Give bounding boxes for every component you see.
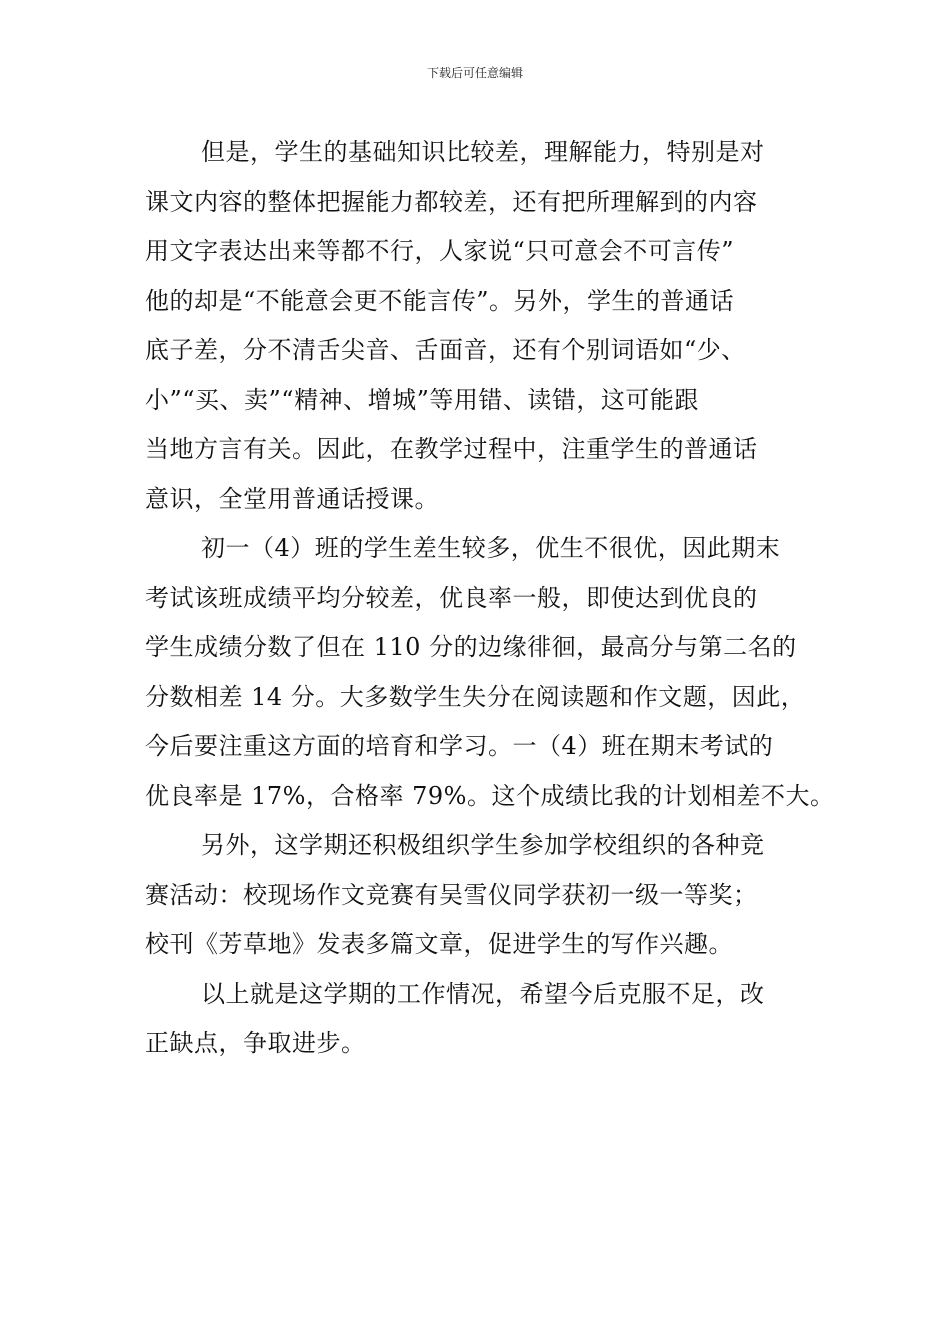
text-line: 正缺点，争取进步。 — [145, 1029, 366, 1057]
text-line: 学生成绩分数了但在 110 分的边缘徘徊，最高分与第二名的 — [145, 633, 797, 661]
page-header: 下载后可任意编辑 — [426, 66, 523, 80]
text-line: 分数相差 14 分。大多数学生失分在阅读题和作文题，因此， — [145, 682, 806, 711]
text-line: 赛活动：校现场作文竞赛有吴雪仪同学获初一级一等奖； — [145, 880, 758, 909]
text-line: 底子差，分不清舌尖音、舌面音，还有个别词语如“少、 — [145, 336, 746, 364]
text-line: 课文内容的整体把握能力都较差，还有把所理解到的内容 — [145, 187, 758, 216]
text-line: 意识，全堂用普通话授课。 — [145, 484, 439, 513]
text-line: 以上就是这学期的工作情况，希望今后克服不足，改 — [201, 979, 765, 1008]
text-line: 小”“买、卖”“精神、增城”等用错、读错，这可能跟 — [145, 385, 699, 414]
text-line: 考试该班成绩平均分较差，优良率一般，即使达到优良的 — [145, 583, 758, 612]
text-line: 用文字表达出来等都不行，人家说“只可意会不可言传” — [145, 237, 735, 265]
text-line: 优良率是 17%，合格率 79%。这个成绩比我的计划相差不大。 — [145, 781, 835, 810]
text-line: 今后要注重这方面的培育和学习。一（4）班在期末考试的 — [145, 732, 774, 760]
text-line: 但是，学生的基础知识比较差，理解能力，特别是对 — [201, 138, 765, 166]
text-line: 当地方言有关。因此，在教学过程中，注重学生的普通话 — [145, 435, 758, 463]
text-line: 校刊《芳草地》发表多篇文章，促进学生的写作兴趣。 — [145, 930, 733, 958]
text-line: 他的却是“不能意会更不能言传”。另外，学生的普通话 — [145, 286, 735, 315]
text-line: 初一（4）班的学生差生较多，优生不很优，因此期末 — [201, 534, 781, 562]
paragraph-class-results — [145, 524, 835, 821]
paragraph-competitions — [145, 821, 825, 970]
document-body — [145, 128, 835, 1069]
paragraph-student-basics — [145, 128, 825, 524]
paragraph-conclusion — [145, 970, 825, 1069]
text-line: 另外，这学期还积极组织学生参加学校组织的各种竞 — [201, 831, 765, 859]
